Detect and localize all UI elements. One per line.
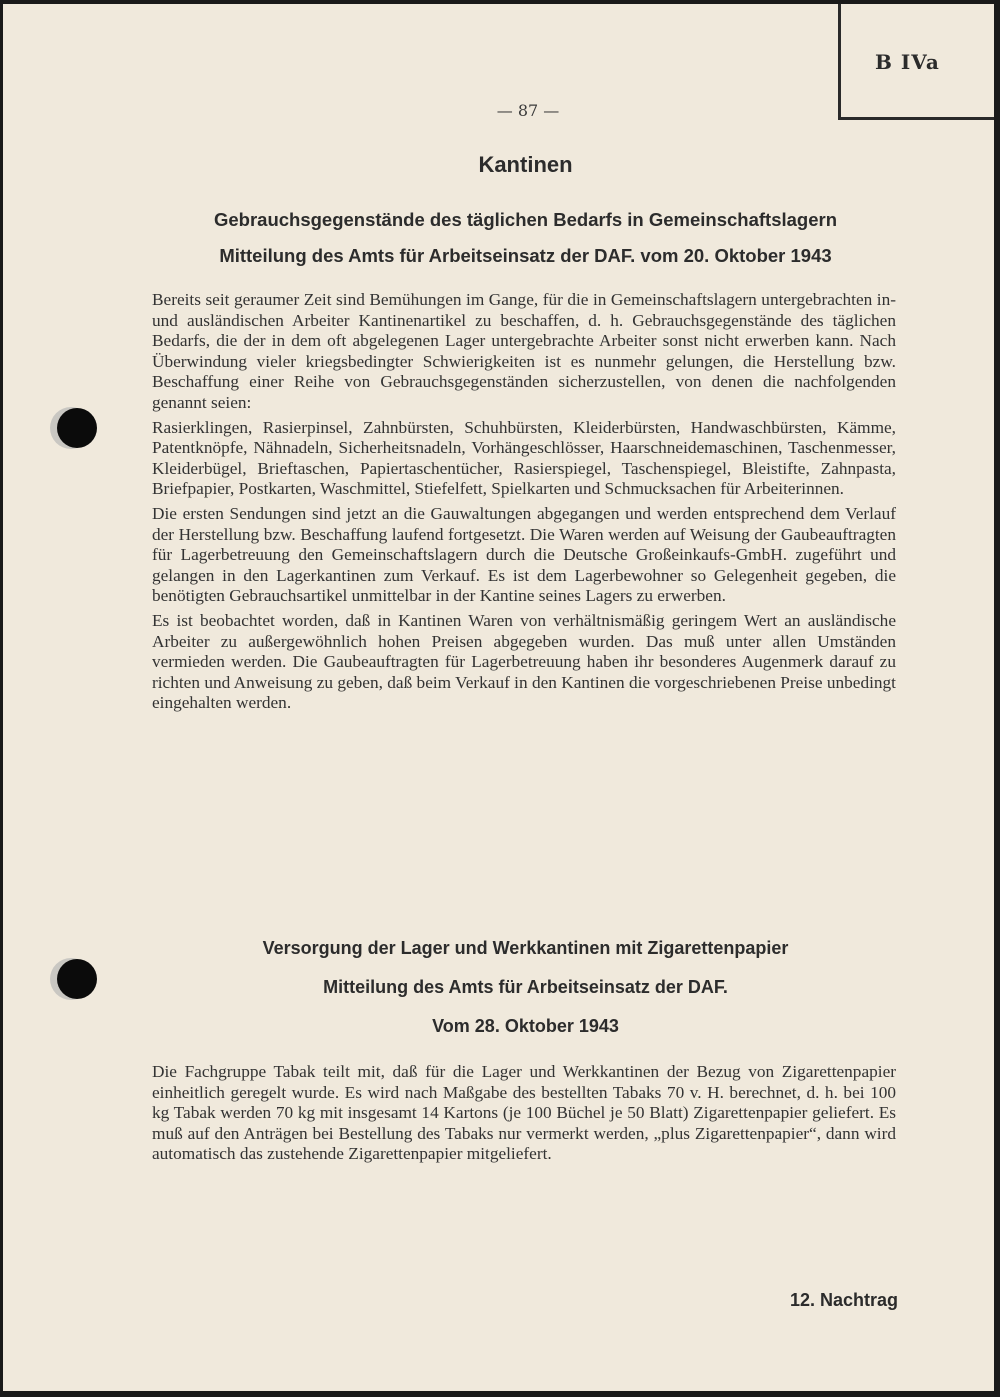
section2-source: Mitteilung des Amts für Arbeitseinsatz der DAF. xyxy=(323,977,728,997)
section-title-kantinen: Kantinen xyxy=(478,152,573,177)
paragraph: Die Fachgruppe Tabak teilt mit, daß für die Lager und Werkkantinen der Bezug von Zigarettenpapier einheitlich geregelt wurde. Es wird nach Maßgabe des bestellten Tabaks 70 v. H. berechnet, d. h. bei 100 kg Tabak werden 70 kg mit insgesamt 14 Kartons (je 100 Büchel je 50 Blatt) Zigarettenpapier geliefert. Es muß auf den Anträgen bei Bestellung des Tabaks nur vermerkt werden, „plus Zigarettenpapier“, dann wird automatisch das zustehende Zigarettenpapier mitgeliefert. xyxy=(152,1062,896,1164)
paragraph: Es ist beobachtet worden, daß in Kantinen Waren von verhältnismäßig geringem Wert an ausländische Arbeiter zu außergewöhnlich hohen Preisen abgegeben wurden. Das muß unter allen Umständen vermieden werden. Die Gaubeauftragten für Lagerbetreuung haben ihr besonderes Augenmerk darauf zu richten und Anweisung zu geben, daß beim Verkauf in den Kantinen die vorgeschriebenen Preise unbedingt eingehalten werden. xyxy=(152,610,896,713)
document-page xyxy=(3,4,994,1391)
section2-date: Vom 28. Oktober 1943 xyxy=(432,1016,619,1036)
supplement-footer: 12. Nachtrag xyxy=(789,1290,898,1310)
register-tab-label: B IVa xyxy=(875,50,940,74)
section-subtitle: Gebrauchsgegenstände des täglichen Bedarfs in Gemeinschaftslagern xyxy=(213,209,838,230)
section1-body xyxy=(152,290,896,718)
paragraph: Die ersten Sendungen sind jetzt an die Gauwaltungen abgegangen und werden entsprechend dem Verlauf der Herstellung bzw. Beschaffung laufend fortgesetzt. Die Waren werden auf Weisung der Gaubeauftragten für Lagerbetreuung den Gemeinschaftslagern durch die Deutsche Großeinkaufs-GmbH. zugeführt und gelangen in den Lagerkantinen zum Verkauf. Es ist dem Lagerbewohner so Gelegenheit gegeben, die benötigten Gebrauchsartikel unmittelbar in der Kantine seines Lagers zu erwerben. xyxy=(152,503,896,606)
section2-title: Versorgung der Lager und Werkkantinen mit Zigarettenpapier xyxy=(262,938,789,958)
section-source: Mitteilung des Amts für Arbeitseinsatz der DAF. vom 20. Oktober 1943 xyxy=(219,245,832,266)
page-number: — 87 — xyxy=(496,101,560,120)
paragraph: Bereits seit geraumer Zeit sind Bemühungen im Gange, für die in Gemeinschaftslagern untergebrachten in- und ausländischen Arbeiter Kantinenartikel zu beschaffen, d. h. Gebrauchsgegenstände des täglichen Bedarfs, die der in dem oft abgelegenen Lager untergebrachte Arbeiter sonst nicht erwerben kann. Nach Überwindung vieler kriegsbedingter Schwierigkeiten ist es nunmehr gelungen, die Herstellung bzw. Beschaffung einer Reihe von Gebrauchsgegenständen sicherzustellen, von denen die nachfolgenden genannt seien: xyxy=(152,290,896,412)
section2-body xyxy=(152,1062,896,1169)
punch-hole xyxy=(57,408,97,448)
punch-hole xyxy=(57,959,97,999)
paragraph: Rasierklingen, Rasierpinsel, Zahnbürsten, Schuhbürsten, Kleiderbürsten, Handwaschbürsten, Kämme, Patentknöpfe, Nähnadeln, Sicherheitsnadeln, Vorhängeschlösser, Haarschneidemaschinen, Taschenmesser, Kleiderbügel, Brieftaschen, Papiertaschentücher, Rasierspiegel, Taschenspiegel, Bleistifte, Zahnpasta, Briefpapier, Postkarten, Waschmittel, Stiefelfett, Spielkarten und Schmucksachen für Arbeiterinnen. xyxy=(152,417,896,499)
